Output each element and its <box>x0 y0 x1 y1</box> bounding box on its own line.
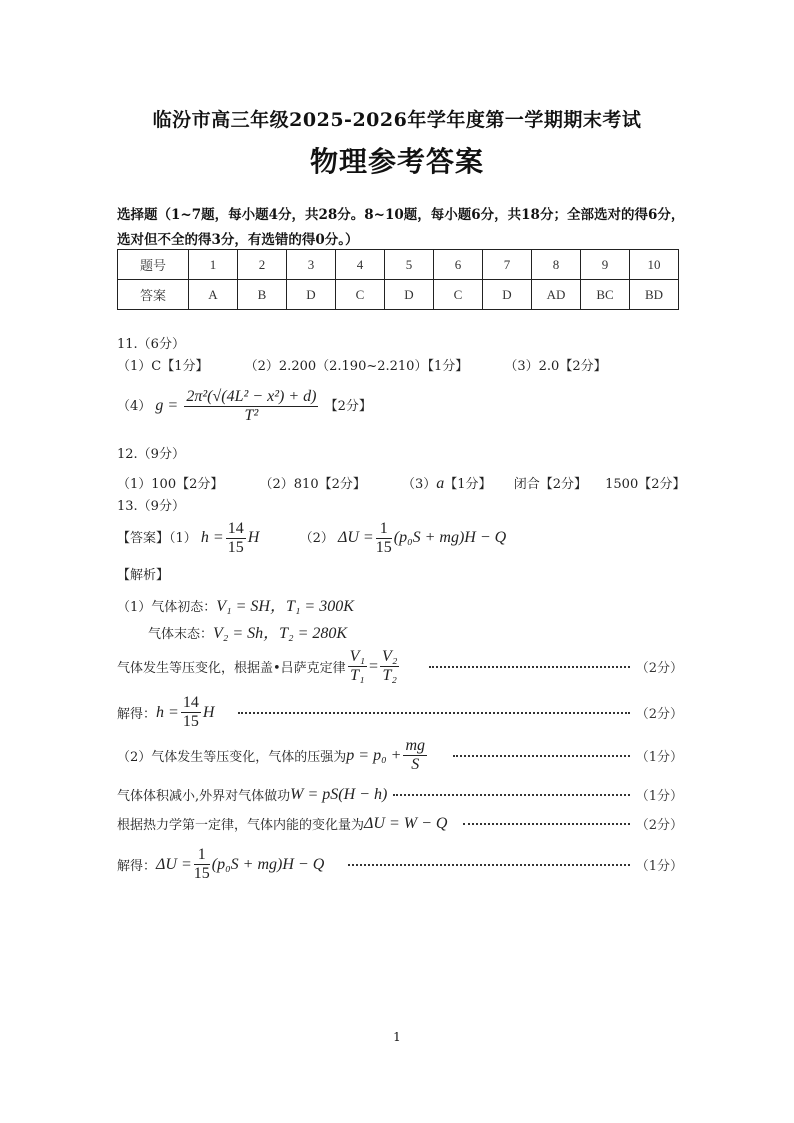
q11-part4 <box>117 388 372 425</box>
step-text: 根据热力学第一定律，气体内能的变化量为 <box>117 818 365 833</box>
formula-lhs: ΔU = <box>337 529 374 546</box>
score: （1分） <box>635 789 683 804</box>
fraction <box>184 388 318 425</box>
work-step <box>117 785 683 804</box>
multiple-choice-instructions: 选择题（1~7题，每小题4分，共28分。8~10题，每小题6分，共18分；全部选对的得6分，选对但不全的得3分，有选错的得0分。） <box>117 207 685 248</box>
denominator: T₁ <box>350 667 365 684</box>
formula-lhs: ΔU = <box>156 855 192 873</box>
dot-leader <box>393 794 629 796</box>
fraction <box>403 737 427 774</box>
score: 【2分】 <box>324 399 372 414</box>
formula-rhs: H <box>202 703 215 721</box>
answer-table <box>117 249 679 310</box>
formula: V₂ = Sh，T₂ = 280K <box>213 625 348 642</box>
fraction <box>376 520 392 557</box>
numerator: 1 <box>194 846 210 865</box>
denominator: 15 <box>227 539 244 556</box>
step-text: 气体体积减小,外界对气体做功 <box>117 789 291 804</box>
denominator: T² <box>244 407 259 424</box>
q12-heading: 12.（9分） <box>117 447 185 462</box>
q11-heading: 11.（6分） <box>117 337 185 352</box>
equals: = <box>369 657 379 675</box>
q11-part2: （2）2.200（2.190~2.210）【1分】 <box>244 359 469 374</box>
numerator: 1 <box>376 520 392 539</box>
answer-cell: BD <box>630 280 679 310</box>
score: （2分） <box>635 707 683 722</box>
q13-answer-line <box>117 520 506 557</box>
q12-part5: 1500【2分】 <box>605 477 686 492</box>
q11-part3: （3）2.0【2分】 <box>504 359 607 374</box>
numerator: V₂ <box>382 648 398 665</box>
formula-rhs: (p₀S + mg)H − Q <box>211 855 325 873</box>
part-label: （4） <box>117 399 152 414</box>
answer-cell: C <box>434 280 483 310</box>
table-row <box>118 250 679 280</box>
analysis-label: 【解析】 <box>117 568 170 583</box>
answer-cell: A <box>189 280 238 310</box>
step-text: 解得： <box>117 707 157 722</box>
formula-rhs: H <box>247 529 260 546</box>
row-label: 答案 <box>118 280 189 310</box>
step-label: （1）气体初态： <box>117 600 217 615</box>
solve-h-step <box>117 694 683 731</box>
step-label: 气体末态： <box>148 627 214 642</box>
question-number: 4 <box>336 250 385 280</box>
question-number: 9 <box>581 250 630 280</box>
question-number: 2 <box>238 250 287 280</box>
answer-cell: AD <box>532 280 581 310</box>
answer-cell: D <box>385 280 434 310</box>
score: （2分） <box>635 818 683 833</box>
q12-answers-line <box>117 474 685 495</box>
q12-part3-label: （3） <box>402 477 437 492</box>
formula-lhs: h = <box>156 703 179 721</box>
first-law-step <box>117 814 683 833</box>
question-number: 10 <box>630 250 679 280</box>
formula-lhs: g = <box>155 397 179 414</box>
formula-lhs: p = p₀ + <box>346 746 402 764</box>
formula-rhs: (p₀S + mg)H − Q <box>393 529 507 546</box>
table-row <box>118 280 679 310</box>
denominator: 15 <box>182 713 199 730</box>
fraction <box>226 520 246 557</box>
q11-answers-line <box>117 357 607 377</box>
answer-cell: B <box>238 280 287 310</box>
denominator: 15 <box>193 865 210 882</box>
answer-cell: C <box>336 280 385 310</box>
dot-leader <box>463 823 629 825</box>
dot-leader <box>453 755 630 757</box>
formula: ΔU = W − Q <box>364 814 448 832</box>
page-title: 物理参考答案 <box>309 145 484 178</box>
q11-part1: （1）C【1分】 <box>117 359 209 374</box>
numerator: V₁ <box>349 648 366 665</box>
solve-du-step <box>117 846 683 883</box>
final-state-line <box>148 624 347 645</box>
numerator: mg <box>405 737 425 754</box>
answer-label: 【答案】（1） <box>117 531 197 546</box>
dot-leader <box>348 864 629 866</box>
formula-lhs: h = <box>200 529 224 546</box>
denominator: 15 <box>375 539 392 556</box>
formula: V₁ = SH，T₁ = 300K <box>216 598 354 615</box>
denominator: S <box>411 756 420 773</box>
score: 【1分】 <box>444 477 492 492</box>
fraction <box>181 694 201 731</box>
answer-cell: BC <box>581 280 630 310</box>
dot-leader <box>429 666 629 668</box>
initial-state-line <box>117 597 354 618</box>
answer-cell: D <box>287 280 336 310</box>
score: （1分） <box>635 750 683 765</box>
step-text: （2）气体发生等压变化，气体的压强为 <box>117 750 347 765</box>
question-number: 3 <box>287 250 336 280</box>
formula: W = pS(H − h) <box>290 785 388 803</box>
q12-part4: 闭合【2分】 <box>513 477 587 492</box>
question-number: 6 <box>434 250 483 280</box>
page-number: 1 <box>393 1030 401 1044</box>
q12-part3-var: a <box>436 475 445 492</box>
question-number: 5 <box>385 250 434 280</box>
exam-title: 临汾市高三年级2025-2026年学年度第一学期期末考试 <box>152 109 642 131</box>
score: （1分） <box>635 859 683 874</box>
gay-lussac-step <box>117 648 683 685</box>
fraction <box>194 846 210 883</box>
answer-cell: D <box>483 280 532 310</box>
row-label: 题号 <box>118 250 189 280</box>
question-number: 8 <box>532 250 581 280</box>
fraction <box>348 648 367 685</box>
question-number: 1 <box>189 250 238 280</box>
dot-leader <box>238 712 629 714</box>
score: （2分） <box>635 661 683 676</box>
step-text: 气体发生等压变化，根据盖•吕萨克定律 <box>117 661 346 676</box>
pressure-step <box>117 737 683 774</box>
q12-part2: （2）810【2分】 <box>259 477 366 492</box>
q13-heading: 13.（9分） <box>117 499 185 514</box>
denominator: T₂ <box>382 667 397 684</box>
numerator: 14 <box>227 520 244 537</box>
fraction <box>380 648 399 685</box>
step-text: 解得： <box>117 859 157 874</box>
q12-part1: （1）100【2分】 <box>117 477 224 492</box>
numerator: 2π²(√(4L² − x²) + d) <box>186 388 317 405</box>
question-number: 7 <box>483 250 532 280</box>
part-label: （2） <box>299 531 334 546</box>
numerator: 14 <box>182 694 199 711</box>
